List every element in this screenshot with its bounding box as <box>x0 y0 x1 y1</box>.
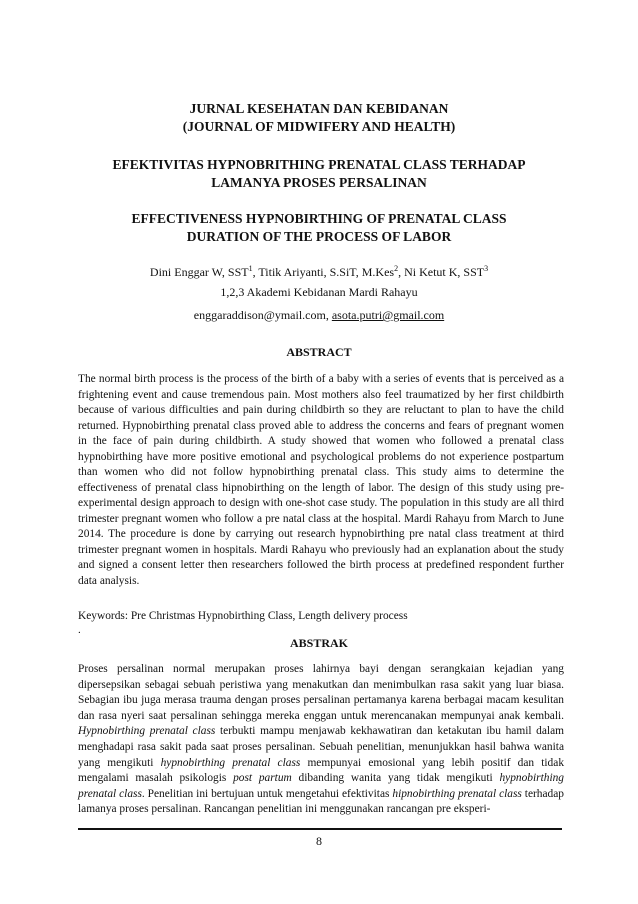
footer-rule <box>78 828 562 830</box>
journal-name: JURNAL KESEHATAN DAN KEBIDANAN <box>189 101 449 116</box>
journal-name-english: (JOURNAL OF MIDWIFERY AND HEALTH) <box>182 119 456 134</box>
abstrak-segment: dibanding wanita yang tidak mengikuti <box>291 772 500 785</box>
author-affiliation-mark: 3 <box>484 264 489 273</box>
title-indonesian <box>40 156 598 192</box>
abstrak-segment: Proses persalinan normal merupakan proses lahirnya bayi dengan serangkaian kejadian yang dipersepsikan sebagai sebuah peristiwa yang menakutkan dan menimbulkan rasa sakit yang luar biasa. Sebagian ibu juga merasa trauma dengan proses persalinan pertamanya karena berbagai macam kesulitan dan rasa nyeri saat persalinan sehingga mereka enggan untuk merencanakan mempunyai anak kembali. <box>78 663 564 722</box>
affiliation: 1,2,3 Akademi Kebidanan Mardi Rahayu <box>220 285 418 299</box>
abstract-heading: ABSTRACT <box>286 345 352 359</box>
title-english <box>40 210 598 246</box>
abstrak-italic-term: hypnobirthing prenatal class <box>78 772 564 800</box>
abstrak-segment: . Penelitian ini bertujuan untuk mengetahui efektivitas <box>141 787 393 800</box>
author-list: Dini Enggar W, SST$^1$, Titik Ariyanti, S.SiT, M.Kes$^2$, Ni Ketut K, SST$^3$ <box>149 264 489 279</box>
abstrak-segment: terbukti mampu menjawab kekhawatiran dan ketakutan ibu hamil dalam menghadapi rasa sakit pada saat proses persalinan. Sebuah penelitian, menunjukkan hasil bahwa wanita yang mengikuti <box>78 725 565 769</box>
author-name: Titik Ariyanti, S.SiT, M.Kes <box>258 265 395 279</box>
author-emails <box>0 308 638 323</box>
title-indonesian-line2: LAMANYA PROSES PERSALINAN <box>211 175 427 190</box>
abstrak-italic-term: Hypnobirthing prenatal class <box>78 725 216 738</box>
email-link[interactable]: enggaraddison@ymail.com, <box>193 308 329 322</box>
journal-header <box>0 100 638 136</box>
abstract-text: The normal birth process is the process of the birth of a baby with a series of events that is perceived as a frightening event and cause tremendous pain. Most mothers also feel traumatized by her first childbirth because of various difficulties and pain during childbirth so they are reluctant to plan to have the child returned. Hypnobirthing prenatal class proved able to address the concerns and fears of pregnant women in the face of pain during childbirth. A study showed that women who followed a prenatal class hypnobirthing have more positive emotional and psychological problems do not experience postpartum than women who did not follow hypnobirthing prenatal class. This study aims to determine the effectiveness of prenatal class hipnobirthing on the length of labor. The design of this study using pre-experimental design approach to design with one-shot case study. The population in this study are all third trimester pregnant women who follow a pre natal class at the hospital. Mardi Rahayu from March to June 2014. The procedure is done by carrying out research hypnobirthing pre natal class treatment at third trimester pregnant women in hospitals. Mardi Rahayu who previously had an explanation about the study and signed a consent letter then researchers followed the birth process at predefined respondent further data analysis. <box>78 373 564 587</box>
keywords: Keywords: Pre Christmas Hypnobirthing Class, Length delivery process <box>78 610 408 622</box>
abstrak-segment: mempunyai emosional yang lebih positif dan tidak mengalami masalah psikologis <box>78 756 565 785</box>
author-name: Dini Enggar W, SST <box>149 265 249 279</box>
author-affiliation-mark: 2 <box>394 264 399 273</box>
abstrak-italic-term: hipnobirthing prenatal class <box>392 787 522 800</box>
abstrak-italic-term: hypnobirthing prenatal class <box>160 756 301 769</box>
title-english-line1: EFFECTIVENESS HYPNOBIRTHING OF PRENATAL CLASS <box>131 211 507 226</box>
page-number: 8 <box>316 834 322 848</box>
title-indonesian-line1: EFEKTIVITAS HYPNOBRITHING PRENATAL CLASS TERHADAP <box>112 157 526 172</box>
author-affiliation-mark: 1 <box>248 264 253 273</box>
email-link[interactable]: asota.putri@gmail.com <box>331 308 445 322</box>
abstrak-segment: terhadap lamanya proses persalinan. Rancangan penelitian ini menggunakan rancangan pre eksperi- <box>78 787 565 816</box>
author-name: Ni Ketut K, SST <box>404 265 485 279</box>
abstrak-text <box>78 662 564 818</box>
abstrak-heading: ABSTRAK <box>289 636 348 650</box>
stray-dot: . <box>78 624 81 636</box>
abstrak-italic-term: post partum <box>233 772 292 785</box>
title-english-line2: DURATION OF THE PROCESS OF LABOR <box>186 229 452 244</box>
